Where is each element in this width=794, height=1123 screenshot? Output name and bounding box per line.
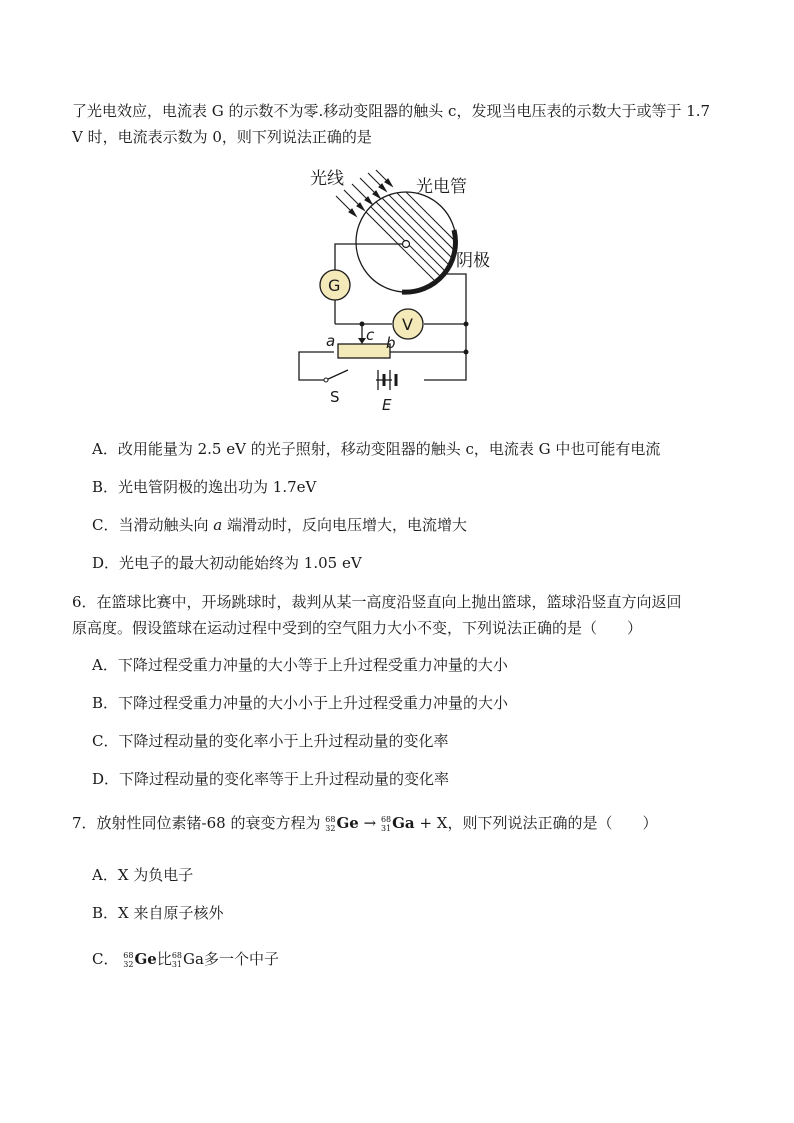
q5-option-b	[92, 476, 316, 497]
atomic-number: 32	[123, 960, 134, 969]
atomic-number: 32	[325, 824, 336, 833]
q5-option-d	[92, 552, 362, 573]
label-cathode: 阴极	[456, 251, 490, 271]
nuclide-ga	[172, 950, 204, 969]
option-letter: C．	[92, 516, 119, 534]
option-letter: B．	[92, 904, 119, 922]
intro-line-1: 了光电效应，电流表 G 的示数不为零.移动变阻器的触头 c，发现当电压表的示数大于或等于 1.7	[72, 102, 711, 120]
q7-stem-text: ，则下列说法正确的是（ ）	[447, 814, 658, 832]
circuit-wires	[299, 244, 466, 380]
q6-stem-1: 6．在篮球比赛中，开场跳球时，裁判从某一高度沿竖直向上抛出篮球，篮球沿竖直方向返回	[72, 593, 682, 611]
option-letter: D．	[92, 770, 120, 788]
q7-option-c	[92, 948, 279, 969]
option-letter: B．	[92, 478, 119, 496]
element-symbol: Ga	[183, 950, 204, 968]
element-symbol: Ge	[336, 814, 359, 832]
option-text: 比	[156, 950, 172, 968]
option-text: 下降过程动量的变化率小于上升过程动量的变化率	[118, 732, 449, 750]
option-text: 下降过程受重力冲量的大小等于上升过程受重力冲量的大小	[117, 656, 508, 674]
rheostat	[338, 344, 390, 358]
mass-number: 68	[325, 815, 336, 824]
option-letter: B．	[92, 694, 119, 712]
q7-option-a	[92, 864, 193, 885]
nuclide-ge	[325, 814, 359, 833]
element-symbol: Ga	[392, 814, 415, 832]
q5-option-c	[92, 514, 467, 535]
option-text: 下降过程动量的变化率等于上升过程动量的变化率	[119, 770, 450, 788]
cathode-arc	[402, 230, 455, 292]
option-text: 多一个中子	[203, 950, 279, 968]
label-E: E	[382, 396, 392, 414]
option-text: 光电子的最大初动能始终为 1.05 eV	[119, 554, 362, 572]
label-tube: 光电管	[416, 177, 467, 197]
q7-option-b	[92, 902, 223, 923]
q6-option-b	[92, 692, 508, 713]
q6-option-d	[92, 768, 449, 789]
slider-arrow	[358, 338, 366, 344]
q6-option-c	[92, 730, 449, 751]
q7-stem	[72, 812, 657, 833]
label-light: 光线	[310, 169, 344, 189]
option-letter: A．	[92, 440, 118, 458]
atomic-number: 31	[171, 960, 183, 969]
plus-x: + X	[419, 814, 448, 832]
intro-line-2: V 时，电流表示数为 0，则下列说法正确的是	[72, 128, 372, 146]
option-text: 当滑动触头向	[118, 516, 214, 534]
option-letter: C．	[92, 950, 119, 968]
q6-option-a	[92, 654, 508, 675]
mass-number: 68	[380, 815, 392, 824]
atomic-number: 31	[380, 824, 392, 833]
label-b: b	[386, 334, 396, 352]
mass-number: 68	[171, 951, 183, 960]
q6-stem-2: 原高度。假设篮球在运动过程中受到的空气阻力大小不变，下列说法正确的是（ ）	[72, 619, 643, 637]
option-var: a	[213, 516, 223, 534]
reaction-arrow: →	[363, 814, 377, 832]
nuclide-ga	[381, 814, 415, 833]
switch-contact	[324, 378, 328, 382]
mass-number: 68	[123, 951, 134, 960]
label-S: S	[330, 388, 340, 406]
label-G: G	[328, 276, 341, 295]
label-c: c	[366, 326, 375, 344]
q7-stem-text: 7．放射性同位素锗-68 的衰变方程为	[72, 814, 321, 832]
option-text: 改用能量为 2.5 eV 的光子照射，移动变阻器的触头 c，电流表 G 中也可能有电流	[117, 440, 661, 458]
option-letter: C．	[92, 732, 119, 750]
nuclide-ge	[123, 950, 157, 969]
option-text: X 为负电子	[117, 866, 194, 884]
element-symbol: Ge	[134, 950, 157, 968]
option-text: 下降过程受重力冲量的大小小于上升过程受重力冲量的大小	[118, 694, 509, 712]
photoelectric-circuit-diagram	[296, 162, 506, 417]
option-text: X 来自原子核外	[118, 904, 224, 922]
option-letter: D．	[92, 554, 120, 572]
q5-option-a	[92, 438, 660, 459]
label-V: V	[402, 315, 413, 334]
label-a: a	[326, 332, 336, 350]
option-letter: A．	[92, 656, 118, 674]
anode	[403, 241, 410, 248]
option-text: 端滑动时，反向电压增大，电流增大	[222, 516, 467, 534]
option-text: 光电管阴极的逸出功为 1.7eV	[118, 478, 317, 496]
option-letter: A．	[92, 866, 118, 884]
